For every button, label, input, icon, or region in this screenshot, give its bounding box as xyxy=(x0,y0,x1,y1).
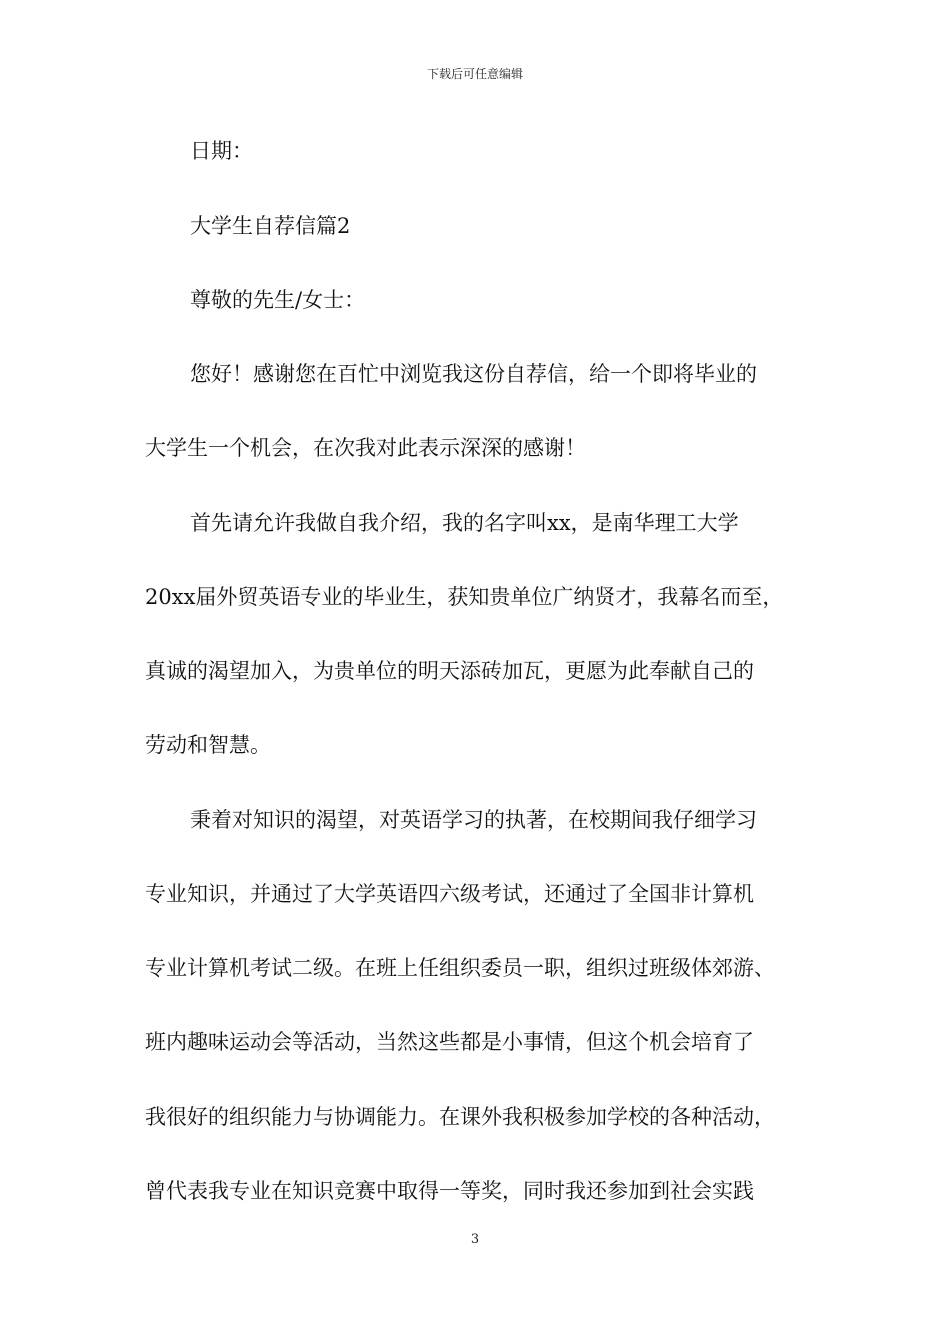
paragraph-line: 20xx届外贸英语专业的毕业生，获知贵单位广纳贤才，我幕名而至， xyxy=(145,585,784,609)
date-line: 日期： xyxy=(190,139,253,163)
paragraph-line: 专业计算机考试二级。在班上任组织委员一职，组织过班级体郊游、 xyxy=(145,956,775,980)
letter-title: 大学生自荐信篇2 xyxy=(190,214,351,238)
paragraph-line: 专业知识，并通过了大学英语四六级考试，还通过了全国非计算机 xyxy=(145,882,754,906)
salutation: 尊敬的先生/女士： xyxy=(190,288,366,312)
page-number: 3 xyxy=(470,1232,480,1247)
paragraph-line: 我很好的组织能力与协调能力。在课外我积极参加学校的各种活动， xyxy=(145,1105,775,1129)
paragraph-line: 您好！感谢您在百忙中浏览我这份自荐信，给一个即将毕业的 xyxy=(190,362,757,386)
paragraph-line: 真诚的渴望加入，为贵单位的明天添砖加瓦，更愿为此奉献自己的 xyxy=(145,659,754,683)
paragraph-line: 秉着对知识的渴望，对英语学习的执著，在校期间我仔细学习 xyxy=(190,808,757,832)
paragraph-line: 曾代表我专业在知识竞赛中取得一等奖，同时我还参加到社会实践 xyxy=(145,1179,754,1203)
paragraph-line: 首先请允许我做自我介绍，我的名字叫xx，是南华理工大学 xyxy=(190,511,739,535)
page-header-note: 下载后可任意编辑 xyxy=(426,67,523,81)
paragraph-line: 大学生一个机会，在次我对此表示深深的感谢！ xyxy=(145,436,586,460)
paragraph-line: 劳动和智慧。 xyxy=(145,733,271,757)
paragraph-line: 班内趣味运动会等活动，当然这些都是小事情，但这个机会培育了 xyxy=(145,1030,754,1054)
